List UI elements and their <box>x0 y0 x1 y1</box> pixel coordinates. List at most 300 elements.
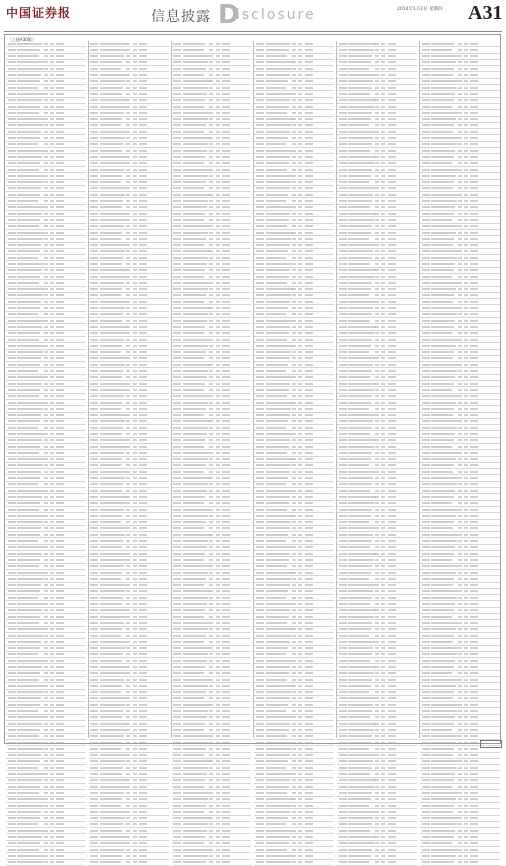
table-cell <box>50 509 54 511</box>
table-cell <box>222 326 230 328</box>
table-cell <box>381 779 385 781</box>
table-cell <box>44 269 48 271</box>
table-cell <box>464 427 468 429</box>
table-cell <box>139 395 147 397</box>
table-cell <box>44 597 48 599</box>
table-cell <box>209 842 213 844</box>
table-cell <box>298 490 302 492</box>
table-cell <box>348 80 373 82</box>
table-cell <box>256 263 264 265</box>
table-cell <box>173 357 181 359</box>
table-cell <box>183 584 205 586</box>
table-cell <box>348 653 371 655</box>
table-cell <box>56 420 64 422</box>
table-cell <box>126 697 130 699</box>
table-cell <box>305 710 313 712</box>
table-cell <box>100 685 122 687</box>
table-cell <box>8 307 16 309</box>
table-cell <box>56 143 64 145</box>
table-cell <box>173 716 181 718</box>
table-cell <box>256 257 264 259</box>
table-cell <box>126 502 130 504</box>
table-cell <box>139 477 147 479</box>
table-cell <box>388 660 396 662</box>
table-cell <box>266 112 288 114</box>
table-cell <box>90 112 98 114</box>
table-cell <box>126 628 130 630</box>
table-cell <box>388 257 396 259</box>
table-cell <box>209 156 213 158</box>
table-cell <box>256 786 264 788</box>
table-cell <box>458 515 462 517</box>
table-cell <box>470 546 478 548</box>
table-cell <box>183 118 208 120</box>
table-cell <box>222 288 230 290</box>
table-cell <box>339 811 347 813</box>
table-cell <box>126 200 130 202</box>
table-cell <box>44 124 48 126</box>
table-cell <box>100 143 123 145</box>
table-cell <box>422 339 430 341</box>
table-cell <box>44 99 48 101</box>
table-cell <box>126 150 130 152</box>
table-cell <box>8 131 16 133</box>
table-cell <box>381 849 385 851</box>
table-cell <box>458 389 462 391</box>
table-cell <box>44 578 48 580</box>
table-cell <box>216 477 220 479</box>
table-cell <box>173 609 181 611</box>
table-cell <box>222 849 230 851</box>
table-cell <box>292 181 296 183</box>
table-cell <box>470 729 478 731</box>
table-cell <box>139 471 147 473</box>
table-cell <box>8 540 16 542</box>
table-cell <box>470 80 478 82</box>
table-cell <box>44 288 48 290</box>
table-cell <box>431 754 453 756</box>
table-cell <box>381 244 385 246</box>
table-cell <box>8 553 16 555</box>
table-cell <box>216 521 220 523</box>
table-cell <box>50 653 54 655</box>
table-cell <box>139 509 147 511</box>
table-cell <box>126 156 130 158</box>
table-cell <box>173 206 181 208</box>
table-cell <box>90 446 98 448</box>
table-cell <box>470 219 478 221</box>
table-cell <box>292 74 296 76</box>
table-cell <box>464 357 468 359</box>
table-cell <box>50 723 54 725</box>
table-cell <box>458 339 462 341</box>
table-cell <box>126 805 130 807</box>
table-cell <box>381 169 385 171</box>
table-cell <box>470 43 478 45</box>
table-cell <box>183 786 204 788</box>
table-cell <box>339 206 347 208</box>
table-cell <box>298 364 302 366</box>
table-cell <box>256 735 264 737</box>
table-cell <box>44 156 48 158</box>
table-cell <box>100 162 126 164</box>
table-cell <box>100 124 121 126</box>
table-cell <box>173 767 181 769</box>
table-cell <box>216 697 220 699</box>
table-cell <box>222 509 230 511</box>
table-cell <box>44 553 48 555</box>
table-cell <box>305 150 313 152</box>
table-cell <box>256 49 264 51</box>
table-cell <box>464 376 468 378</box>
table-cell <box>464 458 468 460</box>
table-cell <box>298 584 302 586</box>
table-cell <box>8 609 16 611</box>
table-cell <box>375 106 379 108</box>
table-cell <box>173 269 181 271</box>
table-cell <box>183 792 209 794</box>
table-cell <box>209 131 213 133</box>
table-cell <box>126 263 130 265</box>
table-cell <box>422 798 430 800</box>
table-cell <box>431 823 457 825</box>
table-cell <box>266 452 288 454</box>
table-cell <box>8 679 16 681</box>
table-cell <box>216 515 220 517</box>
table-cell <box>183 389 204 391</box>
table-cell <box>375 584 379 586</box>
table-cell <box>464 370 468 372</box>
table-cell <box>388 61 396 63</box>
table-cell <box>56 798 64 800</box>
table-cell <box>56 609 64 611</box>
table-cell <box>305 666 313 668</box>
table-cell <box>139 515 147 517</box>
table-cell <box>100 609 127 611</box>
table-cell <box>464 635 468 637</box>
table-cell <box>381 597 385 599</box>
table-cell <box>388 80 396 82</box>
table-cell <box>17 345 44 347</box>
table-cell <box>173 257 181 259</box>
table-cell <box>56 666 64 668</box>
table-cell <box>183 395 209 397</box>
table-cell <box>464 842 468 844</box>
table-cell <box>375 767 379 769</box>
table-cell <box>458 112 462 114</box>
table-cell <box>222 490 230 492</box>
table-cell <box>56 244 64 246</box>
table-cell <box>431 332 452 334</box>
table-cell <box>431 137 458 139</box>
table-cell <box>44 420 48 422</box>
table-cell <box>90 836 98 838</box>
table-cell <box>422 546 430 548</box>
table-cell <box>56 464 64 466</box>
table-cell <box>266 742 293 744</box>
table-cell <box>139 483 147 485</box>
table-cell <box>431 792 457 794</box>
table-cell <box>375 408 379 410</box>
table-cell <box>173 534 181 536</box>
table-cell <box>381 294 385 296</box>
table-cell <box>292 187 296 189</box>
table-cell <box>133 496 137 498</box>
table-cell <box>305 87 313 89</box>
table-cell <box>458 458 462 460</box>
table-cell <box>216 137 220 139</box>
table-cell <box>56 106 64 108</box>
table-cell <box>458 181 462 183</box>
table-cell <box>222 483 230 485</box>
table-cell <box>464 622 468 624</box>
table-cell <box>388 326 396 328</box>
table-cell <box>298 609 302 611</box>
table-cell <box>464 250 468 252</box>
table-cell <box>56 433 64 435</box>
table-cell <box>375 830 379 832</box>
table-cell <box>173 817 181 819</box>
table-cell <box>216 616 220 618</box>
table-cell <box>44 609 48 611</box>
table-cell <box>431 263 455 265</box>
table-cell <box>90 213 98 215</box>
table-cell <box>292 616 296 618</box>
table-cell <box>90 326 98 328</box>
table-cell <box>266 414 290 416</box>
table-cell <box>266 282 288 284</box>
table-cell <box>348 685 370 687</box>
table-cell <box>381 616 385 618</box>
table-cell <box>139 446 147 448</box>
table-cell <box>8 320 16 322</box>
table-cell <box>133 679 137 681</box>
table-cell <box>222 704 230 706</box>
table-cell <box>173 389 181 391</box>
table-cell <box>126 250 130 252</box>
table-cell <box>50 389 54 391</box>
table-cell <box>348 294 369 296</box>
table-cell <box>375 502 379 504</box>
table-cell <box>209 200 213 202</box>
table-cell <box>298 502 302 504</box>
table-cell <box>100 521 121 523</box>
table-cell <box>375 527 379 529</box>
table-cell <box>381 817 385 819</box>
table-cell <box>431 181 454 183</box>
table-cell <box>216 842 220 844</box>
table-cell <box>90 49 98 51</box>
table-cell <box>470 754 478 756</box>
table-cell <box>44 61 48 63</box>
table-cell <box>464 515 468 517</box>
table-cell <box>381 131 385 133</box>
table-cell <box>422 263 430 265</box>
table-cell <box>173 527 181 529</box>
table-cell <box>17 446 40 448</box>
table-cell <box>133 572 137 574</box>
table-cell <box>256 842 264 844</box>
table-cell <box>470 653 478 655</box>
table-cell <box>183 282 209 284</box>
table-cell <box>133 288 137 290</box>
table-cell <box>464 697 468 699</box>
table-cell <box>50 106 54 108</box>
table-cell <box>183 502 204 504</box>
table-cell <box>292 509 296 511</box>
table-cell <box>209 496 213 498</box>
table-cell <box>100 433 122 435</box>
table-cell <box>100 408 121 410</box>
table-cell <box>339 99 347 101</box>
table-cell <box>305 364 313 366</box>
table-cell <box>298 849 302 851</box>
table-cell <box>381 559 385 561</box>
table-cell <box>100 206 122 208</box>
table-cell <box>209 118 213 120</box>
table-cell <box>50 339 54 341</box>
table-cell <box>458 584 462 586</box>
table-cell <box>348 716 370 718</box>
table-cell <box>375 710 379 712</box>
table-cell <box>266 87 287 89</box>
table-cell <box>216 546 220 548</box>
table-cell <box>222 43 230 45</box>
table-cell <box>339 288 347 290</box>
table-cell <box>126 433 130 435</box>
table-cell <box>216 420 220 422</box>
table-cell <box>44 452 48 454</box>
table-cell <box>422 68 430 70</box>
table-cell <box>222 609 230 611</box>
table-cell <box>56 345 64 347</box>
table-cell <box>298 540 302 542</box>
table-cell <box>216 301 220 303</box>
table-cell <box>422 131 430 133</box>
table-cell <box>183 169 209 171</box>
table-cell <box>173 660 181 662</box>
table-cell <box>209 339 213 341</box>
table-cell <box>17 68 43 70</box>
table-cell <box>292 250 296 252</box>
table-cell <box>183 855 208 857</box>
table-cell <box>381 464 385 466</box>
table-cell <box>256 200 264 202</box>
table-cell <box>458 446 462 448</box>
table-cell <box>8 572 16 574</box>
table-cell <box>100 798 122 800</box>
table-cell <box>422 175 430 177</box>
table-cell <box>209 244 213 246</box>
table-cell <box>209 754 213 756</box>
table-cell <box>8 420 16 422</box>
table-cell <box>44 370 48 372</box>
table-cell <box>422 477 430 479</box>
table-cell <box>422 162 430 164</box>
table-cell <box>431 131 453 133</box>
table-cell <box>388 622 396 624</box>
table-cell <box>298 521 302 523</box>
table-cell <box>375 181 379 183</box>
table-cell <box>17 471 41 473</box>
table-cell <box>139 288 147 290</box>
table-cell <box>8 622 16 624</box>
table-cell <box>44 830 48 832</box>
table-cell <box>17 414 41 416</box>
table-cell <box>464 798 468 800</box>
table-cell <box>375 175 379 177</box>
table-cell <box>381 370 385 372</box>
table-cell <box>266 269 291 271</box>
table-cell <box>56 118 64 120</box>
table-cell <box>126 213 130 215</box>
table-cell <box>222 257 230 259</box>
table-cell <box>216 735 220 737</box>
table-cell <box>431 219 452 221</box>
table-cell <box>173 666 181 668</box>
table-cell <box>44 389 48 391</box>
table-cell <box>458 622 462 624</box>
table-cell <box>50 446 54 448</box>
table-cell <box>50 61 54 63</box>
table-cell <box>209 250 213 252</box>
table-cell <box>470 578 478 580</box>
table-cell <box>298 704 302 706</box>
table-cell <box>339 420 347 422</box>
table-cell <box>348 200 371 202</box>
table-cell <box>216 578 220 580</box>
table-cell <box>183 250 210 252</box>
table-cell <box>56 691 64 693</box>
table-cell <box>422 395 430 397</box>
table-cell <box>183 842 204 844</box>
table-cell <box>381 540 385 542</box>
table-cell <box>44 534 48 536</box>
table-cell <box>133 194 137 196</box>
table-cell <box>8 357 16 359</box>
table-cell <box>133 590 137 592</box>
table-cell <box>133 395 137 397</box>
table-cell <box>50 99 54 101</box>
table-cell <box>339 534 347 536</box>
table-cell <box>44 855 48 857</box>
table-cell <box>216 723 220 725</box>
table-cell <box>209 660 213 662</box>
table-cell <box>44 622 48 624</box>
table-cell <box>56 74 64 76</box>
table-cell <box>348 742 370 744</box>
table-cell <box>133 622 137 624</box>
table-cell <box>388 729 396 731</box>
table-cell <box>464 811 468 813</box>
table-cell <box>209 313 213 315</box>
table-cell <box>266 515 293 517</box>
table-cell <box>422 194 430 196</box>
table-cell <box>431 326 453 328</box>
table-cell <box>388 238 396 240</box>
table-cell <box>56 181 64 183</box>
table-cell <box>381 729 385 731</box>
table-cell <box>381 477 385 479</box>
table-cell <box>222 786 230 788</box>
table-cell <box>222 74 230 76</box>
table-cell <box>292 420 296 422</box>
table-cell <box>8 339 16 341</box>
table-cell <box>209 225 213 227</box>
table-cell <box>8 181 16 183</box>
table-cell <box>8 855 16 857</box>
table-cell <box>126 527 130 529</box>
